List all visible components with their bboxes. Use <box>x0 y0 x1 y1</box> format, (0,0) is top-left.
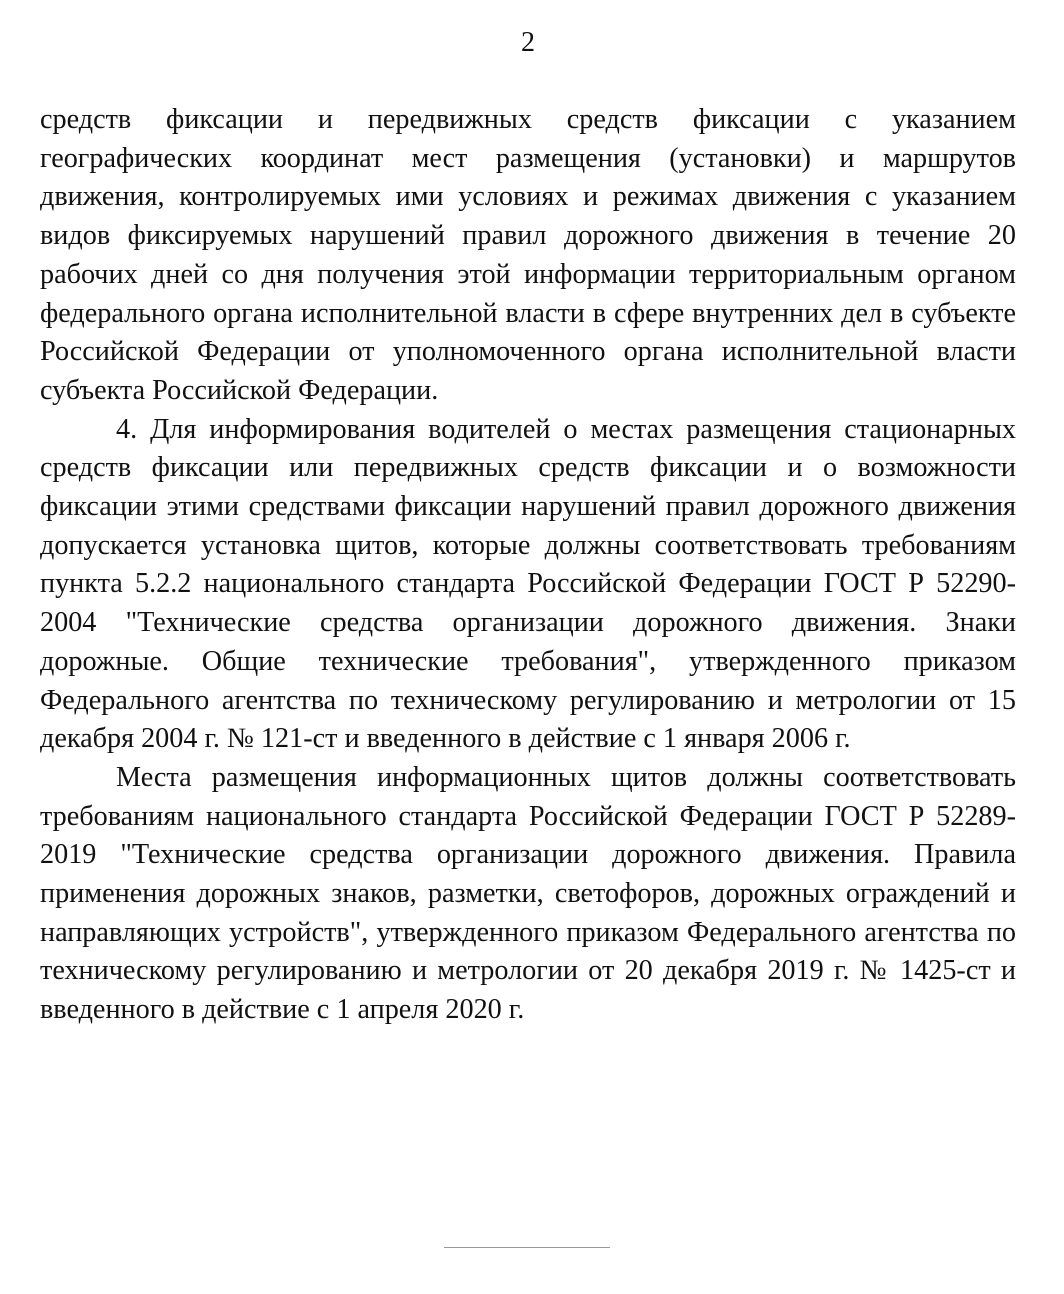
paragraph-item-4: 4. Для информирования водителей о местах размещения стационарных средств фиксации или передвижных средств фиксации и о возможности фиксации этими средствами фиксации нарушений правил дорожного движения допускается установка щитов, которые должны соответствовать требованиям пункта 5.2.2 национального стандарта Российской Федерации ГОСТ Р 52290-2004 "Технические средства организации дорожного движения. Знаки дорожные. Общие технические требования", утвержденного приказом Федерального агентства по техническому регулированию и метрологии от 15 декабря 2004 г. № 121-ст и введенного в действие с 1 января 2006 г. <box>40 413 1016 755</box>
document-body <box>40 101 1016 1030</box>
paragraph-continuation: средств фиксации и передвижных средств фиксации с указанием географических координат мест размещения (установки) и маршрутов движения, контролируемых ими условиях и режимах движения с указанием видов фиксируемых нарушений правил дорожного движения в течение 20 рабочих дней со дня получения этой информации территориальным органом федерального органа исполнительной власти в сфере внутренних дел в субъекте Российской Федерации от уполномоченного органа исполнительной власти субъекта Российской Федерации. <box>40 104 1016 406</box>
paragraph-shield-placement: Места размещения информационных щитов должны соответствовать требованиям национального стандарта Российской Федерации ГОСТ Р 52289-2019 "Технические средства организации дорожного движения. Правила применения дорожных знаков, разметки, светофоров, дорожных ограждений и направляющих устройств", утвержденного приказом Федерального агентства по техническому регулированию и метрологии от 20 декабря 2019 г. № 1425-ст и введенного в действие с 1 апреля 2020 г. <box>40 761 1016 1026</box>
page-number: 2 <box>521 27 535 58</box>
end-of-document-rule <box>444 1247 610 1248</box>
